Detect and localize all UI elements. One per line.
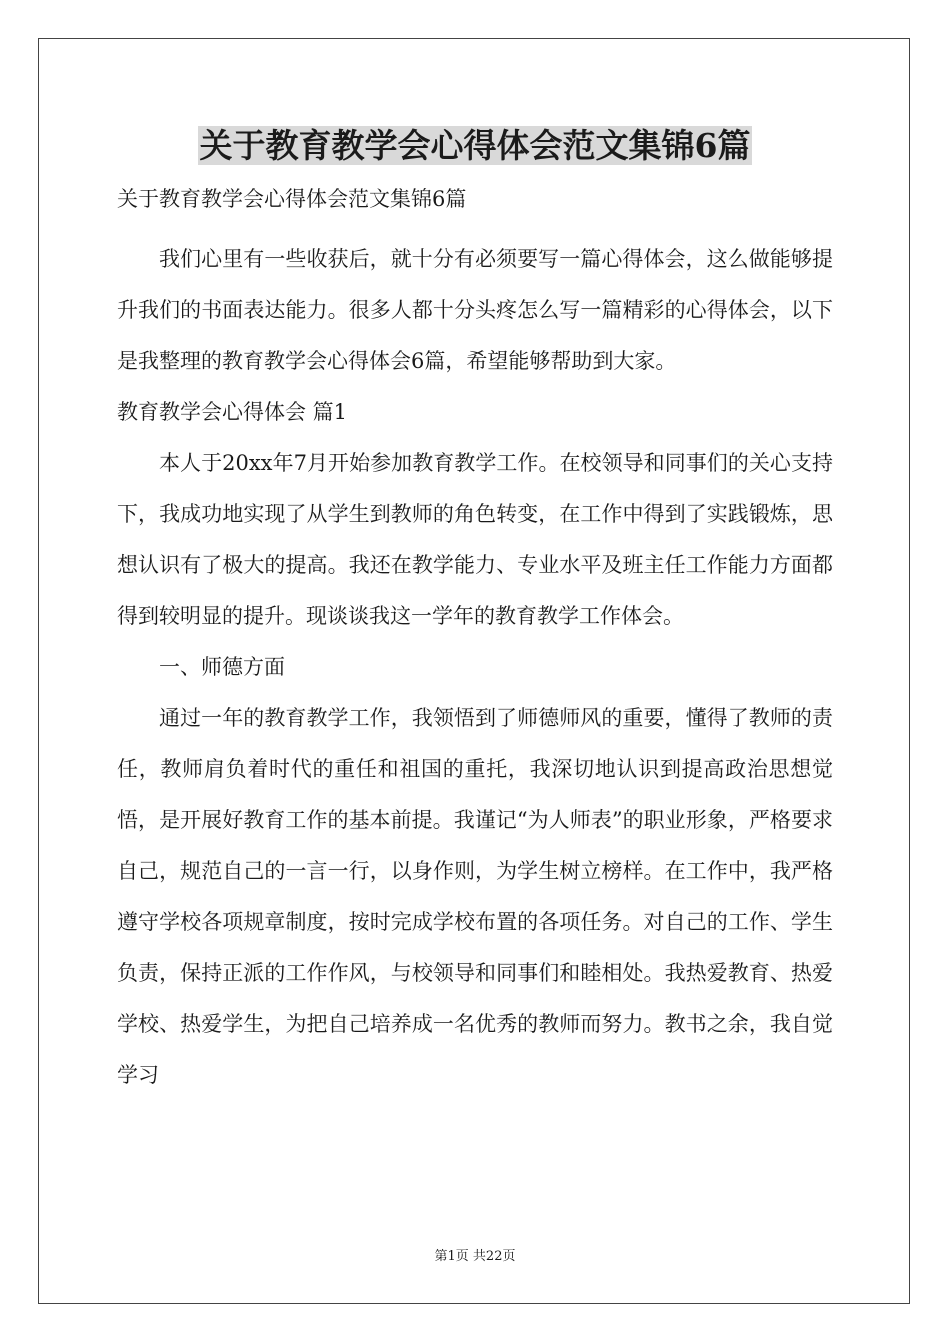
body-paragraph-1: 本人于20xx年7月开始参加教育教学工作。在校领导和同事们的关心支持下，我成功地实现了从学生到教师的角色转变，在工作中得到了实践锻炼，思想认识有了极大的提高。我还在教学能力、专业水平及班主任工作能力方面都得到较明显的提升。现谈谈我这一学年的教育教学工作体会。 — [117, 451, 833, 628]
subheading-teacher-ethics: 一、师德方面 — [159, 655, 285, 679]
document-subtitle: 关于教育教学会心得体会范文集锦6篇 — [117, 187, 467, 211]
document-body — [117, 184, 833, 1101]
body-paragraph-2: 通过一年的教育教学工作，我领悟到了师德师风的重要，懂得了教师的责任，教师肩负着时代的重任和祖国的重托，我深切地认识到提高政治思想觉悟，是开展好教育工作的基本前提。我谨记“为人师表”的职业形象，严格要求自己，规范自己的一言一行，以身作则，为学生树立榜样。在工作中，我严格遵守学校各项规章制度，按时完成学校布置的各项任务。对自己的工作、学生负责，保持正派的工作作风，与校领导和同事们和睦相处。我热爱教育、热爱学校、热爱学生，为把自己培养成一名优秀的教师而努力。教书之余，我自觉学习 — [117, 706, 833, 1087]
page-footer: 第1页 共22页 — [434, 1249, 516, 1264]
document-title-text: 关于教育教学会心得体会范文集锦6篇 — [199, 126, 751, 165]
intro-paragraph: 我们心里有一些收获后，就十分有必须要写一篇心得体会，这么做能够提升我们的书面表达能力。很多人都十分头疼怎么写一篇精彩的心得体会，以下是我整理的教育教学会心得体会6篇，希望能够帮助到大家。 — [117, 247, 833, 373]
section-title: 教育教学会心得体会 篇1 — [117, 400, 348, 424]
document-title — [0, 122, 950, 170]
